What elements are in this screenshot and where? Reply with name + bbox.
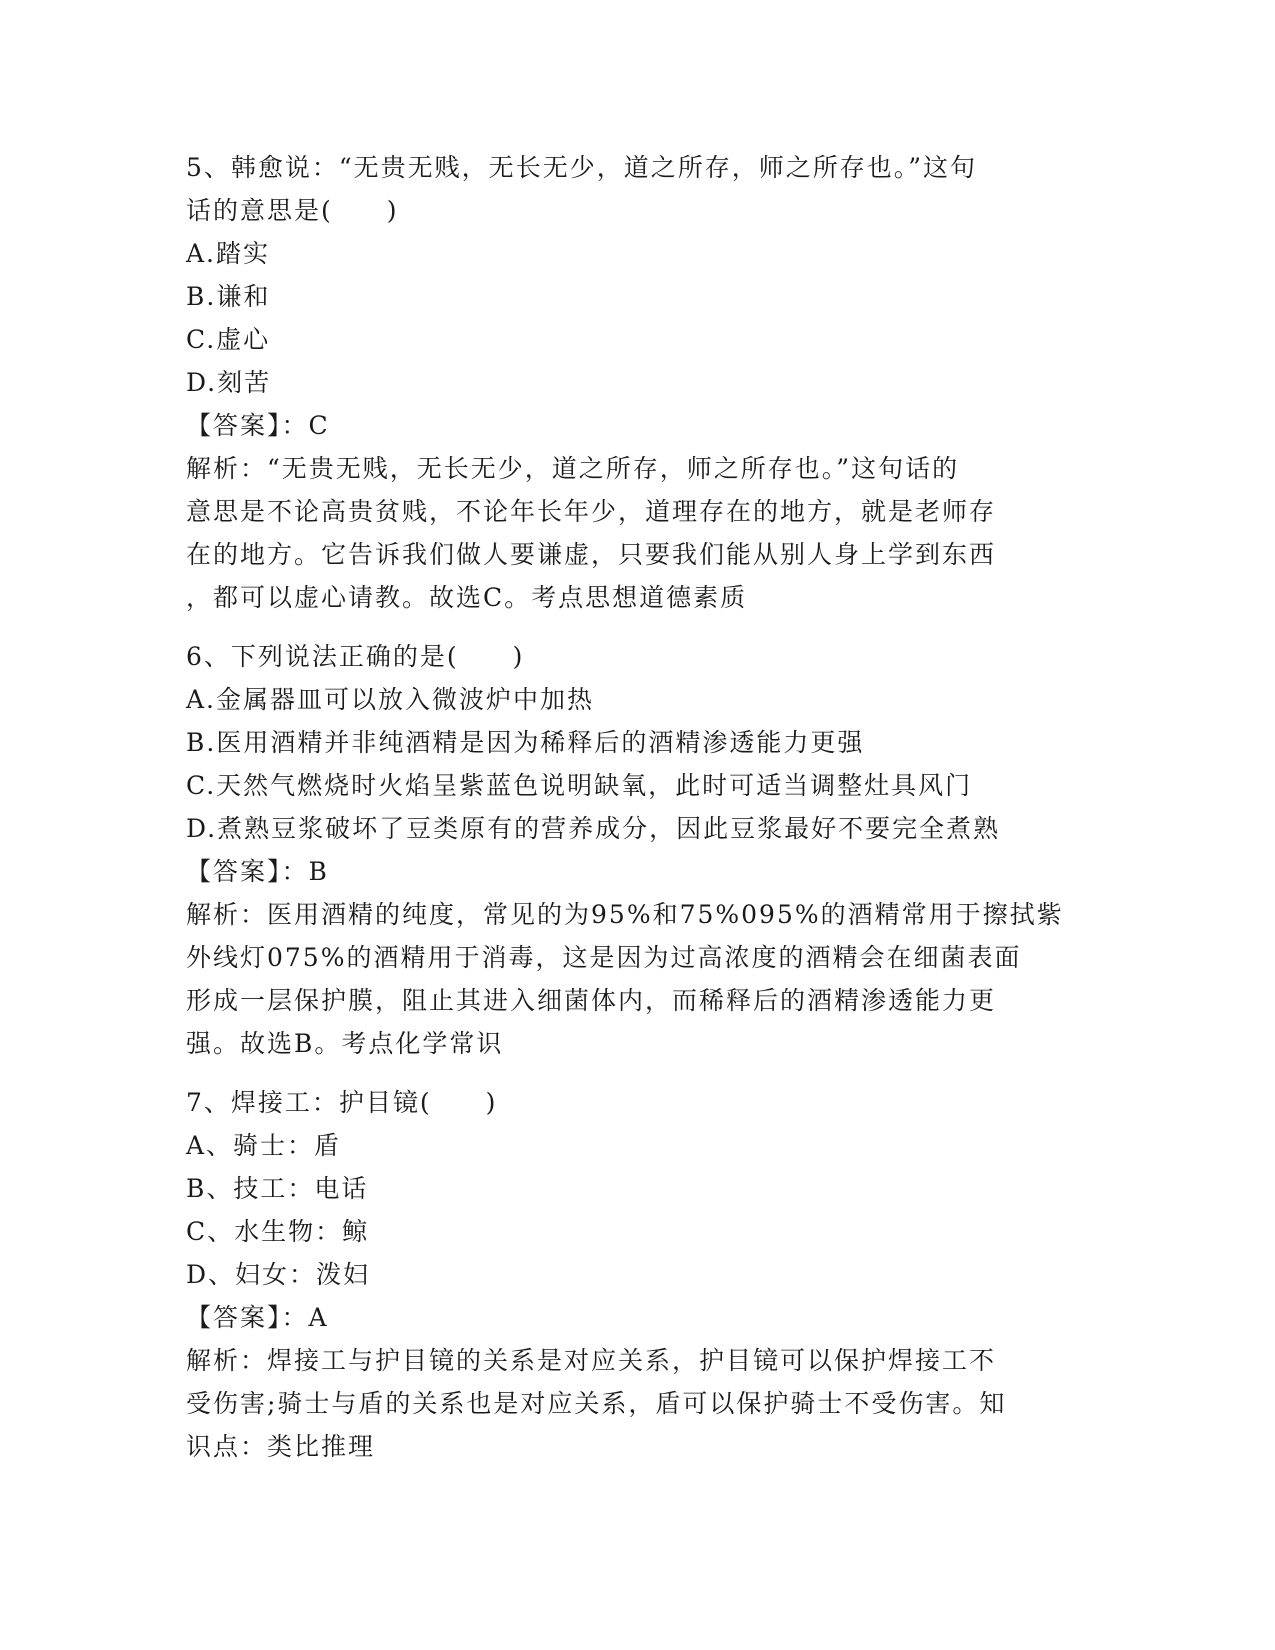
document-content [186,146,1086,1484]
analysis-line: 外线灯075%的酒精用于消毒，这是因为过高浓度的酒精会在细菌表面 [186,943,1022,972]
analysis-line: 解析：焊接工与护目镜的关系是对应关系，护目镜可以保护焊接工不 [186,1346,997,1375]
analysis-line: 意思是不论高贵贫贱，不论年长年少，道理存在的地方，就是老师存 [186,497,997,526]
question-stem-line: 6、下列说法正确的是( ) [186,642,525,671]
analysis-line: ，都可以虚心请教。故选C。考点思想道德素质 [186,583,748,612]
option-d: D.刻苦 [186,368,272,397]
option-d: D.煮熟豆浆破坏了豆类原有的营养成分，因此豆浆最好不要完全煮熟 [186,814,1001,843]
option-a: A.踏实 [186,239,271,268]
analysis-line: 受伤害;骑士与盾的关系也是对应关系，盾可以保护骑士不受伤害。知 [186,1389,1007,1418]
question-6 [186,635,1086,1065]
analysis-line: 强。故选B。考点化学常识 [186,1029,504,1058]
question-7 [186,1081,1086,1468]
answer-line: 【答案】：C [186,411,330,440]
option-b: B.医用酒精并非纯酒精是因为稀释后的酒精渗透能力更强 [186,728,865,757]
question-5 [186,146,1086,619]
option-a: A、骑士：盾 [186,1131,342,1160]
option-a: A.金属器皿可以放入微波炉中加热 [186,685,595,714]
option-b: B.谦和 [186,282,271,311]
option-c: C.天然气燃烧时火焰呈紫蓝色说明缺氧，此时可适当调整灶具风门 [186,771,973,800]
answer-line: 【答案】：B [186,857,329,886]
option-c: C、水生物：鲸 [186,1217,370,1246]
option-d: D、妇女：泼妇 [186,1260,371,1289]
answer-line: 【答案】：A [186,1303,329,1332]
question-stem-line: 5、韩愈说：“无贵无贱，无长无少，道之所存，师之所存也。”这句 [186,153,977,182]
question-stem-line: 话的意思是( ) [186,196,399,225]
analysis-line: 在的地方。它告诉我们做人要谦虚，只要我们能从别人身上学到东西 [186,540,997,569]
option-b: B、技工：电话 [186,1174,369,1203]
analysis-line: 识点：类比推理 [186,1432,376,1461]
analysis-line: 解析：“无贵无贱，无长无少，道之所存，师之所存也。”这句话的 [186,454,960,483]
option-c: C.虚心 [186,325,271,354]
analysis-line: 形成一层保护膜，阻止其进入细菌体内，而稀释后的酒精渗透能力更 [186,986,997,1015]
analysis-line: 解析：医用酒精的纯度，常见的为95%和75%095%的酒精常用于擦拭紫 [186,900,1064,929]
question-stem-line: 7、焊接工：护目镜( ) [186,1088,498,1117]
